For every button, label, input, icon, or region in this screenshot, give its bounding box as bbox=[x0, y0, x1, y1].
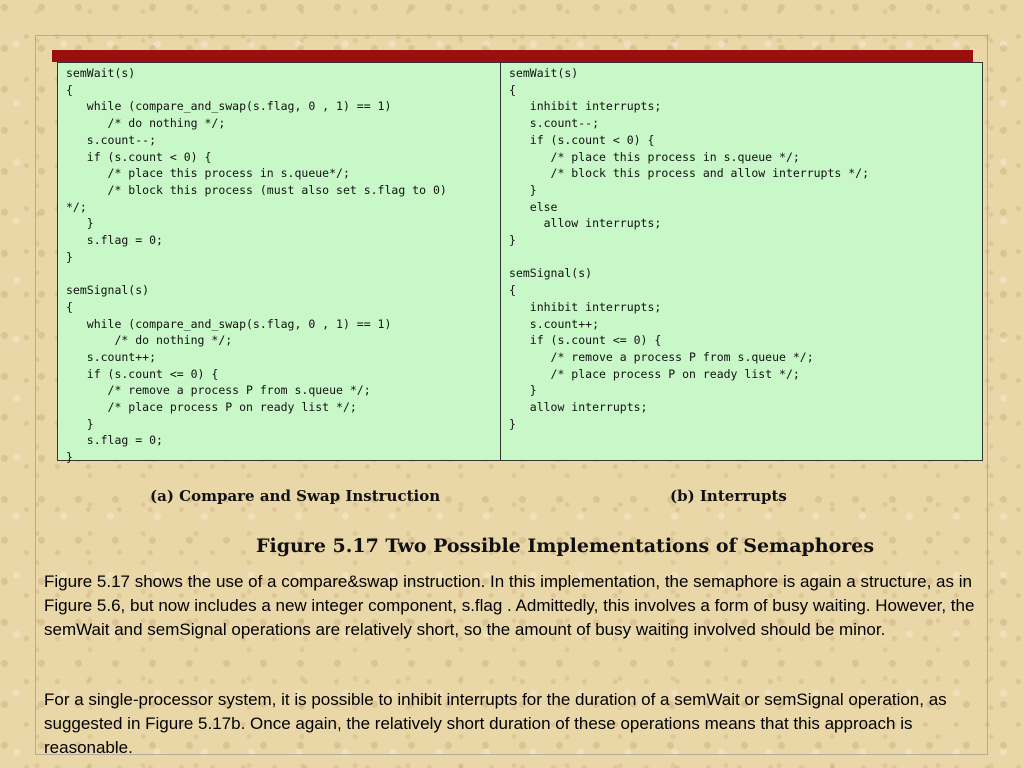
caption-a: (a) Compare and Swap Instruction bbox=[150, 487, 441, 505]
code-line: */; bbox=[66, 199, 87, 214]
code-line: /* place this process in s.queue */; bbox=[509, 149, 800, 164]
code-line: while (compare_and_swap(s.flag, 0 , 1) == 1) bbox=[66, 99, 392, 114]
caption-b: (b) Interrupts bbox=[670, 487, 787, 505]
code-line: { bbox=[509, 82, 516, 97]
code-line: } bbox=[66, 450, 73, 465]
code-line: /* block this process (must also set s.flag to 0) bbox=[66, 182, 447, 197]
code-line: s.flag = 0; bbox=[66, 233, 163, 247]
paragraph-2: For a single-processor system, it is possible to inhibit interrupts for the duration of a semWait or semSignal operation, as suggested in Figure 5.17b. Once again, the relatively short duration of these operations means that this approach is reasonable. bbox=[44, 690, 947, 757]
code-line: allow interrupts; bbox=[509, 216, 662, 231]
code-line: } bbox=[509, 416, 516, 431]
code-line: /* remove a process P from s.queue */; bbox=[66, 383, 371, 398]
code-line: inhibit interrupts; bbox=[509, 299, 662, 314]
code-line: { bbox=[66, 299, 73, 314]
code-line: semSignal(s) bbox=[66, 283, 150, 298]
code-line: } bbox=[66, 416, 94, 431]
code-line: s.count--; bbox=[509, 116, 600, 131]
code-figure bbox=[57, 62, 983, 465]
code-line: } bbox=[509, 383, 537, 398]
code-line: /* do nothing */; bbox=[66, 333, 233, 348]
code-line: allow interrupts; bbox=[509, 400, 648, 414]
code-line: /* remove a process P from s.queue */; bbox=[509, 349, 814, 364]
code-line: /* place process P on ready list */; bbox=[66, 400, 357, 414]
code-line: } bbox=[66, 249, 73, 264]
code-line: else bbox=[509, 199, 558, 214]
accent-bar bbox=[52, 50, 973, 62]
code-line: /* do nothing */; bbox=[66, 116, 226, 131]
code-column-interrupts bbox=[501, 63, 982, 460]
code-line: } bbox=[66, 216, 94, 231]
code-line: /* place process P on ready list */; bbox=[509, 366, 800, 381]
code-line: if (s.count <= 0) { bbox=[509, 333, 662, 348]
code-line: /* place this process in s.queue*/; bbox=[66, 166, 350, 181]
code-line: semWait(s) bbox=[66, 66, 136, 80]
code-line: { bbox=[509, 283, 516, 298]
code-line: /* block this process and allow interrupts */; bbox=[509, 166, 870, 181]
code-line: if (s.count < 0) { bbox=[66, 149, 212, 164]
code-line: s.count++; bbox=[509, 316, 600, 331]
code-line: s.count++; bbox=[66, 349, 157, 364]
code-line: { bbox=[66, 82, 73, 97]
code-line: semSignal(s) bbox=[509, 266, 593, 281]
code-line: s.count--; bbox=[66, 132, 157, 147]
code-line: } bbox=[509, 182, 537, 197]
code-line: s.flag = 0; bbox=[66, 433, 163, 448]
code-line: inhibit interrupts; bbox=[509, 99, 662, 114]
code-column-compare-and-swap bbox=[58, 63, 501, 465]
code-line: if (s.count < 0) { bbox=[509, 132, 655, 147]
figure-title: Figure 5.17 Two Possible Implementations of Semaphores bbox=[256, 535, 875, 557]
code-line: } bbox=[509, 233, 516, 247]
paragraph-1: Figure 5.17 shows the use of a compare&swap instruction. In this implementation, the semaphore is again a structure, as in Figure 5.6, but now includes a new integer component, s.flag . Admittedly, this involves a form of busy waiting. However, the semWait and semSignal operations are relatively short, so the amount of busy waiting involved should be minor. bbox=[44, 572, 975, 639]
code-line: while (compare_and_swap(s.flag, 0 , 1) == 1) bbox=[66, 316, 392, 331]
code-line: if (s.count <= 0) { bbox=[66, 366, 219, 381]
code-line: semWait(s) bbox=[509, 66, 579, 80]
